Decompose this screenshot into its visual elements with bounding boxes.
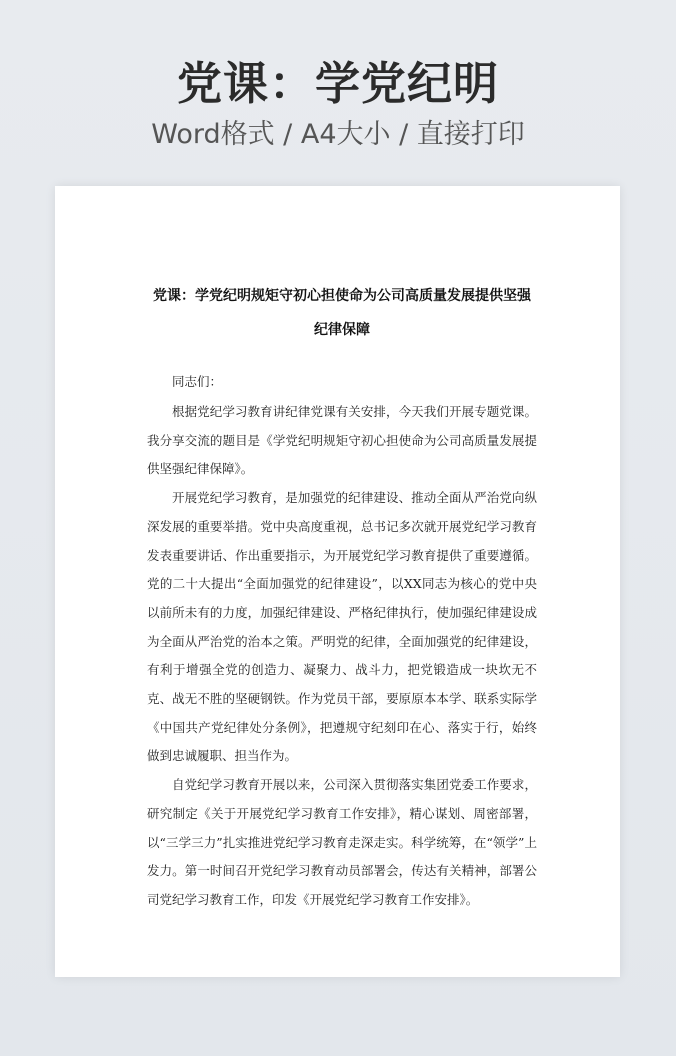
document-salutation: 同志们： [172, 374, 223, 389]
banner-title: 党课：学党纪明 [176, 57, 499, 110]
document-paragraph-3: 自党纪学习教育开展以来，公司深入贯彻落实集团党委工作要求，研究制定《关于开展党纪学习教育工作安排》，精心谋划、周密部署，以“三学三力”扎实推进党纪学习教育走深走实。科学统筹，在“领学”上发力。第一时间召开党纪学习教育动员部署会，传达有关精神，部署公司党纪学习教育工作，印发《开展党纪学习教育工作安排》。 [147, 777, 537, 907]
banner-subtitle: Word格式 / A4大小 / 直接打印 [151, 118, 525, 150]
document-page [55, 186, 620, 977]
document-paragraph-1: 根据党纪学习教育讲纪律党课有关安排，今天我们开展专题党课。我分享交流的题目是《学党纪明规矩守初心担使命为公司高质量发展提供坚强纪律保障》。 [147, 404, 537, 477]
document-title: 党课：学党纪明规矩守初心担使命为公司高质量发展提供坚强纪律保障 [153, 288, 531, 338]
document-body [147, 279, 537, 915]
document-paragraph-2: 开展党纪学习教育，是加强党的纪律建设、推动全面从严治党向纵深发展的重要举措。党中央高度重视，总书记多次就开展党纪学习教育发表重要讲话、作出重要指示，为开展党纪学习教育提供了重要遵循。党的二十大提出“全面加强党的纪律建设”，以XX同志为核心的党中央以前所未有的力度，加强纪律建设、严格纪律执行，使加强纪律建设成为全面从严治党的治本之策。严明党的纪律，全面加强党的纪律建设，有利于增强全党的创造力、凝聚力、战斗力，把党锻造成一块坎无不克、战无不胜的坚硬钢铁。作为党员干部，要原原本本学、联系实际学《中国共产党纪律处分条例》，把遵规守纪刻印在心、落实于行，始终做到忠诚履职、担当作为。 [147, 490, 537, 764]
banner-header [0, 58, 676, 149]
